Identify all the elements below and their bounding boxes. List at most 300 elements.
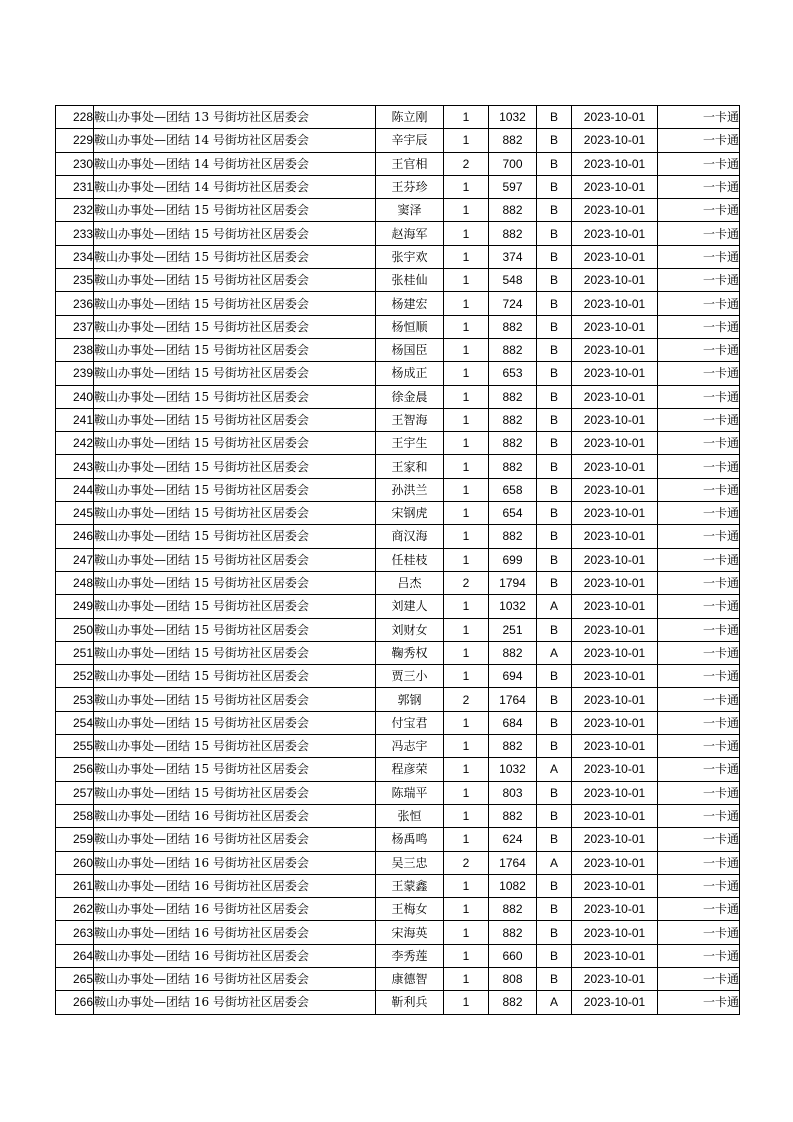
row-number-cell: 259: [56, 828, 94, 851]
date-cell: 2023-10-01: [572, 222, 658, 245]
date-cell: 2023-10-01: [572, 502, 658, 525]
amount-cell: 1032: [489, 106, 537, 129]
community-unit-cell: 鞍山办事处—团结 15 号街坊社区居委会: [94, 548, 376, 571]
community-unit-cell: 鞍山办事处—团结 15 号街坊社区居委会: [94, 432, 376, 455]
amount-cell: 882: [489, 641, 537, 664]
row-number-cell: 252: [56, 665, 94, 688]
date-cell: 2023-10-01: [572, 991, 658, 1014]
amount-cell: 882: [489, 222, 537, 245]
person-name-cell: 贾三小: [376, 665, 444, 688]
row-number-cell: 263: [56, 921, 94, 944]
household-count-cell: 1: [444, 665, 489, 688]
category-cell: B: [537, 735, 572, 758]
row-number-cell: 262: [56, 898, 94, 921]
date-cell: 2023-10-01: [572, 525, 658, 548]
row-number-cell: 238: [56, 338, 94, 361]
payment-method-cell: 一卡通: [658, 408, 740, 431]
category-cell: B: [537, 152, 572, 175]
payment-method-cell: 一卡通: [658, 921, 740, 944]
person-name-cell: 王梅女: [376, 898, 444, 921]
amount-cell: 1032: [489, 758, 537, 781]
table-row: [56, 129, 740, 152]
category-cell: B: [537, 478, 572, 501]
person-name-cell: 宋钢虎: [376, 502, 444, 525]
payment-method-cell: 一卡通: [658, 688, 740, 711]
household-count-cell: 1: [444, 175, 489, 198]
payment-method-cell: 一卡通: [658, 898, 740, 921]
household-count-cell: 1: [444, 991, 489, 1014]
community-unit-cell: 鞍山办事处—团结 16 号街坊社区居委会: [94, 851, 376, 874]
category-cell: B: [537, 967, 572, 990]
amount-cell: 1794: [489, 571, 537, 594]
payment-method-cell: 一卡通: [658, 828, 740, 851]
category-cell: A: [537, 595, 572, 618]
payment-method-cell: 一卡通: [658, 595, 740, 618]
row-number-cell: 251: [56, 641, 94, 664]
category-cell: B: [537, 129, 572, 152]
date-cell: 2023-10-01: [572, 548, 658, 571]
date-cell: 2023-10-01: [572, 455, 658, 478]
table-row: [56, 502, 740, 525]
person-name-cell: 杨恒顺: [376, 315, 444, 338]
payment-method-cell: 一卡通: [658, 525, 740, 548]
row-number-cell: 266: [56, 991, 94, 1014]
person-name-cell: 杨禹鸣: [376, 828, 444, 851]
community-unit-cell: 鞍山办事处—团结 15 号街坊社区居委会: [94, 781, 376, 804]
row-number-cell: 249: [56, 595, 94, 618]
person-name-cell: 冯志宇: [376, 735, 444, 758]
payment-method-cell: 一卡通: [658, 665, 740, 688]
date-cell: 2023-10-01: [572, 898, 658, 921]
row-number-cell: 250: [56, 618, 94, 641]
date-cell: 2023-10-01: [572, 711, 658, 734]
date-cell: 2023-10-01: [572, 362, 658, 385]
table-row: [56, 828, 740, 851]
table-row: [56, 735, 740, 758]
community-unit-cell: 鞍山办事处—团结 15 号街坊社区居委会: [94, 222, 376, 245]
date-cell: 2023-10-01: [572, 432, 658, 455]
row-number-cell: 247: [56, 548, 94, 571]
date-cell: 2023-10-01: [572, 967, 658, 990]
community-unit-cell: 鞍山办事处—团结 15 号街坊社区居委会: [94, 338, 376, 361]
amount-cell: 882: [489, 129, 537, 152]
person-name-cell: 陈立刚: [376, 106, 444, 129]
community-unit-cell: 鞍山办事处—团结 15 号街坊社区居委会: [94, 735, 376, 758]
payment-method-cell: 一卡通: [658, 711, 740, 734]
person-name-cell: 宋海英: [376, 921, 444, 944]
row-number-cell: 260: [56, 851, 94, 874]
table-row: [56, 199, 740, 222]
amount-cell: 1032: [489, 595, 537, 618]
amount-cell: 660: [489, 944, 537, 967]
person-name-cell: 杨成正: [376, 362, 444, 385]
category-cell: B: [537, 571, 572, 594]
category-cell: B: [537, 781, 572, 804]
person-name-cell: 杨建宏: [376, 292, 444, 315]
household-count-cell: 1: [444, 222, 489, 245]
household-count-cell: 1: [444, 245, 489, 268]
person-name-cell: 刘财女: [376, 618, 444, 641]
person-name-cell: 吕杰: [376, 571, 444, 594]
row-number-cell: 239: [56, 362, 94, 385]
category-cell: B: [537, 828, 572, 851]
household-count-cell: 1: [444, 478, 489, 501]
household-count-cell: 1: [444, 828, 489, 851]
household-count-cell: 1: [444, 967, 489, 990]
row-number-cell: 233: [56, 222, 94, 245]
community-unit-cell: 鞍山办事处—团结 16 号街坊社区居委会: [94, 944, 376, 967]
row-number-cell: 231: [56, 175, 94, 198]
category-cell: A: [537, 991, 572, 1014]
category-cell: B: [537, 362, 572, 385]
date-cell: 2023-10-01: [572, 385, 658, 408]
table-row: [56, 874, 740, 897]
person-name-cell: 康德智: [376, 967, 444, 990]
date-cell: 2023-10-01: [572, 292, 658, 315]
payment-method-cell: 一卡通: [658, 991, 740, 1014]
row-number-cell: 230: [56, 152, 94, 175]
table-row: [56, 921, 740, 944]
household-count-cell: 1: [444, 711, 489, 734]
row-number-cell: 242: [56, 432, 94, 455]
date-cell: 2023-10-01: [572, 688, 658, 711]
table-row: [56, 711, 740, 734]
household-count-cell: 1: [444, 432, 489, 455]
date-cell: 2023-10-01: [572, 408, 658, 431]
amount-cell: 882: [489, 432, 537, 455]
household-count-cell: 1: [444, 944, 489, 967]
table-row: [56, 269, 740, 292]
row-number-cell: 261: [56, 874, 94, 897]
row-number-cell: 255: [56, 735, 94, 758]
table-row: [56, 851, 740, 874]
household-count-cell: 1: [444, 385, 489, 408]
community-unit-cell: 鞍山办事处—团结 15 号街坊社区居委会: [94, 711, 376, 734]
person-name-cell: 王宇生: [376, 432, 444, 455]
date-cell: 2023-10-01: [572, 338, 658, 361]
category-cell: B: [537, 921, 572, 944]
person-name-cell: 孙洪兰: [376, 478, 444, 501]
row-number-cell: 245: [56, 502, 94, 525]
payment-method-cell: 一卡通: [658, 269, 740, 292]
community-unit-cell: 鞍山办事处—团结 15 号街坊社区居委会: [94, 502, 376, 525]
household-count-cell: 2: [444, 571, 489, 594]
category-cell: B: [537, 269, 572, 292]
date-cell: 2023-10-01: [572, 129, 658, 152]
payment-method-cell: 一卡通: [658, 222, 740, 245]
person-name-cell: 徐金晨: [376, 385, 444, 408]
category-cell: B: [537, 898, 572, 921]
household-count-cell: 1: [444, 874, 489, 897]
table-row: [56, 781, 740, 804]
community-unit-cell: 鞍山办事处—团结 15 号街坊社区居委会: [94, 269, 376, 292]
household-count-cell: 1: [444, 758, 489, 781]
row-number-cell: 235: [56, 269, 94, 292]
table-row: [56, 688, 740, 711]
table-row: [56, 292, 740, 315]
table-row: [56, 548, 740, 571]
community-unit-cell: 鞍山办事处—团结 15 号街坊社区居委会: [94, 315, 376, 338]
community-unit-cell: 鞍山办事处—团结 14 号街坊社区居委会: [94, 175, 376, 198]
community-unit-cell: 鞍山办事处—团结 15 号街坊社区居委会: [94, 292, 376, 315]
table-row: [56, 525, 740, 548]
amount-cell: 374: [489, 245, 537, 268]
amount-cell: 624: [489, 828, 537, 851]
household-count-cell: 1: [444, 362, 489, 385]
household-count-cell: 1: [444, 618, 489, 641]
person-name-cell: 刘建人: [376, 595, 444, 618]
row-number-cell: 237: [56, 315, 94, 338]
community-unit-cell: 鞍山办事处—团结 15 号街坊社区居委会: [94, 245, 376, 268]
row-number-cell: 258: [56, 804, 94, 827]
household-count-cell: 1: [444, 525, 489, 548]
table-row: [56, 991, 740, 1014]
person-name-cell: 王家和: [376, 455, 444, 478]
community-unit-cell: 鞍山办事处—团结 15 号街坊社区居委会: [94, 571, 376, 594]
table-row: [56, 315, 740, 338]
category-cell: B: [537, 525, 572, 548]
person-name-cell: 付宝君: [376, 711, 444, 734]
person-name-cell: 杨国臣: [376, 338, 444, 361]
payment-method-cell: 一卡通: [658, 199, 740, 222]
household-count-cell: 1: [444, 338, 489, 361]
person-name-cell: 陈瑞平: [376, 781, 444, 804]
community-unit-cell: 鞍山办事处—团结 15 号街坊社区居委会: [94, 665, 376, 688]
community-unit-cell: 鞍山办事处—团结 15 号街坊社区居委会: [94, 641, 376, 664]
household-count-cell: 2: [444, 851, 489, 874]
community-unit-cell: 鞍山办事处—团结 15 号街坊社区居委会: [94, 758, 376, 781]
date-cell: 2023-10-01: [572, 478, 658, 501]
row-number-cell: 265: [56, 967, 94, 990]
person-name-cell: 靳利兵: [376, 991, 444, 1014]
amount-cell: 882: [489, 525, 537, 548]
household-count-cell: 1: [444, 921, 489, 944]
table-row: [56, 455, 740, 478]
person-name-cell: 王智海: [376, 408, 444, 431]
table-row: [56, 478, 740, 501]
community-unit-cell: 鞍山办事处—团结 16 号街坊社区居委会: [94, 874, 376, 897]
household-count-cell: 1: [444, 129, 489, 152]
payment-method-cell: 一卡通: [658, 735, 740, 758]
table-row: [56, 338, 740, 361]
category-cell: B: [537, 408, 572, 431]
date-cell: 2023-10-01: [572, 595, 658, 618]
table-row: [56, 595, 740, 618]
person-name-cell: 李秀莲: [376, 944, 444, 967]
date-cell: 2023-10-01: [572, 921, 658, 944]
table-row: [56, 898, 740, 921]
household-count-cell: 1: [444, 804, 489, 827]
date-cell: 2023-10-01: [572, 851, 658, 874]
category-cell: B: [537, 106, 572, 129]
category-cell: B: [537, 432, 572, 455]
table-row: [56, 152, 740, 175]
person-name-cell: 郭钢: [376, 688, 444, 711]
person-name-cell: 任桂枝: [376, 548, 444, 571]
table-row: [56, 408, 740, 431]
amount-cell: 882: [489, 199, 537, 222]
payment-method-cell: 一卡通: [658, 292, 740, 315]
date-cell: 2023-10-01: [572, 641, 658, 664]
date-cell: 2023-10-01: [572, 269, 658, 292]
payment-method-cell: 一卡通: [658, 338, 740, 361]
person-name-cell: 张宇欢: [376, 245, 444, 268]
category-cell: B: [537, 222, 572, 245]
category-cell: B: [537, 711, 572, 734]
household-count-cell: 1: [444, 641, 489, 664]
amount-cell: 882: [489, 735, 537, 758]
household-count-cell: 1: [444, 199, 489, 222]
amount-cell: 724: [489, 292, 537, 315]
person-name-cell: 商汉海: [376, 525, 444, 548]
table-row: [56, 758, 740, 781]
payment-method-cell: 一卡通: [658, 455, 740, 478]
payment-method-cell: 一卡通: [658, 502, 740, 525]
amount-cell: 803: [489, 781, 537, 804]
person-name-cell: 王芬珍: [376, 175, 444, 198]
household-count-cell: 1: [444, 292, 489, 315]
amount-cell: 882: [489, 991, 537, 1014]
row-number-cell: 236: [56, 292, 94, 315]
person-name-cell: 鞠秀权: [376, 641, 444, 664]
amount-cell: 251: [489, 618, 537, 641]
person-name-cell: 王蒙鑫: [376, 874, 444, 897]
date-cell: 2023-10-01: [572, 944, 658, 967]
category-cell: B: [537, 245, 572, 268]
person-name-cell: 张恒: [376, 804, 444, 827]
payment-method-cell: 一卡通: [658, 641, 740, 664]
amount-cell: 882: [489, 455, 537, 478]
table-row: [56, 641, 740, 664]
community-unit-cell: 鞍山办事处—团结 15 号街坊社区居委会: [94, 199, 376, 222]
date-cell: 2023-10-01: [572, 106, 658, 129]
date-cell: 2023-10-01: [572, 175, 658, 198]
table-row: [56, 222, 740, 245]
date-cell: 2023-10-01: [572, 571, 658, 594]
community-unit-cell: 鞍山办事处—团结 15 号街坊社区居委会: [94, 455, 376, 478]
row-number-cell: 228: [56, 106, 94, 129]
community-unit-cell: 鞍山办事处—团结 15 号街坊社区居委会: [94, 618, 376, 641]
community-unit-cell: 鞍山办事处—团结 15 号街坊社区居委会: [94, 408, 376, 431]
payment-method-cell: 一卡通: [658, 944, 740, 967]
category-cell: B: [537, 874, 572, 897]
payment-method-cell: 一卡通: [658, 152, 740, 175]
row-number-cell: 248: [56, 571, 94, 594]
amount-cell: 882: [489, 804, 537, 827]
row-number-cell: 254: [56, 711, 94, 734]
household-count-cell: 1: [444, 735, 489, 758]
row-number-cell: 240: [56, 385, 94, 408]
category-cell: B: [537, 665, 572, 688]
community-unit-cell: 鞍山办事处—团结 15 号街坊社区居委会: [94, 385, 376, 408]
community-unit-cell: 鞍山办事处—团结 16 号街坊社区居委会: [94, 967, 376, 990]
table-row: [56, 967, 740, 990]
person-name-cell: 王官相: [376, 152, 444, 175]
payment-method-cell: 一卡通: [658, 548, 740, 571]
community-unit-cell: 鞍山办事处—团结 15 号街坊社区居委会: [94, 478, 376, 501]
payment-method-cell: 一卡通: [658, 106, 740, 129]
category-cell: B: [537, 804, 572, 827]
household-count-cell: 1: [444, 269, 489, 292]
amount-cell: 548: [489, 269, 537, 292]
payment-method-cell: 一卡通: [658, 758, 740, 781]
community-unit-cell: 鞍山办事处—团结 15 号街坊社区居委会: [94, 688, 376, 711]
row-number-cell: 246: [56, 525, 94, 548]
date-cell: 2023-10-01: [572, 199, 658, 222]
amount-cell: 684: [489, 711, 537, 734]
amount-cell: 694: [489, 665, 537, 688]
row-number-cell: 241: [56, 408, 94, 431]
payment-method-cell: 一卡通: [658, 129, 740, 152]
table-row: [56, 362, 740, 385]
table-row: [56, 618, 740, 641]
category-cell: B: [537, 688, 572, 711]
community-unit-cell: 鞍山办事处—团结 15 号街坊社区居委会: [94, 595, 376, 618]
community-unit-cell: 鞍山办事处—团结 16 号街坊社区居委会: [94, 921, 376, 944]
household-count-cell: 1: [444, 781, 489, 804]
amount-cell: 699: [489, 548, 537, 571]
table-row: [56, 106, 740, 129]
table-row: [56, 432, 740, 455]
amount-cell: 882: [489, 898, 537, 921]
date-cell: 2023-10-01: [572, 315, 658, 338]
category-cell: B: [537, 338, 572, 361]
household-count-cell: 1: [444, 455, 489, 478]
date-cell: 2023-10-01: [572, 828, 658, 851]
date-cell: 2023-10-01: [572, 874, 658, 897]
date-cell: 2023-10-01: [572, 665, 658, 688]
person-name-cell: 吴三忠: [376, 851, 444, 874]
community-unit-cell: 鞍山办事处—团结 13 号街坊社区居委会: [94, 106, 376, 129]
row-number-cell: 234: [56, 245, 94, 268]
amount-cell: 1764: [489, 851, 537, 874]
table-row: [56, 385, 740, 408]
date-cell: 2023-10-01: [572, 618, 658, 641]
household-count-cell: 1: [444, 502, 489, 525]
person-name-cell: 窦泽: [376, 199, 444, 222]
community-unit-cell: 鞍山办事处—团结 14 号街坊社区居委会: [94, 129, 376, 152]
household-count-cell: 1: [444, 548, 489, 571]
category-cell: B: [537, 618, 572, 641]
amount-cell: 597: [489, 175, 537, 198]
household-count-cell: 2: [444, 152, 489, 175]
date-cell: 2023-10-01: [572, 735, 658, 758]
category-cell: A: [537, 641, 572, 664]
category-cell: B: [537, 502, 572, 525]
household-count-cell: 1: [444, 106, 489, 129]
person-name-cell: 辛宇辰: [376, 129, 444, 152]
community-unit-cell: 鞍山办事处—团结 16 号街坊社区居委会: [94, 828, 376, 851]
roster-body: [56, 106, 740, 1015]
roster-table: [55, 105, 740, 1015]
household-count-cell: 1: [444, 898, 489, 921]
payment-method-cell: 一卡通: [658, 385, 740, 408]
category-cell: B: [537, 199, 572, 222]
date-cell: 2023-10-01: [572, 804, 658, 827]
household-count-cell: 1: [444, 595, 489, 618]
amount-cell: 882: [489, 408, 537, 431]
category-cell: A: [537, 851, 572, 874]
category-cell: B: [537, 315, 572, 338]
category-cell: B: [537, 548, 572, 571]
table-row: [56, 804, 740, 827]
household-count-cell: 1: [444, 315, 489, 338]
amount-cell: 882: [489, 315, 537, 338]
table-row: [56, 665, 740, 688]
date-cell: 2023-10-01: [572, 152, 658, 175]
category-cell: B: [537, 944, 572, 967]
payment-method-cell: 一卡通: [658, 618, 740, 641]
